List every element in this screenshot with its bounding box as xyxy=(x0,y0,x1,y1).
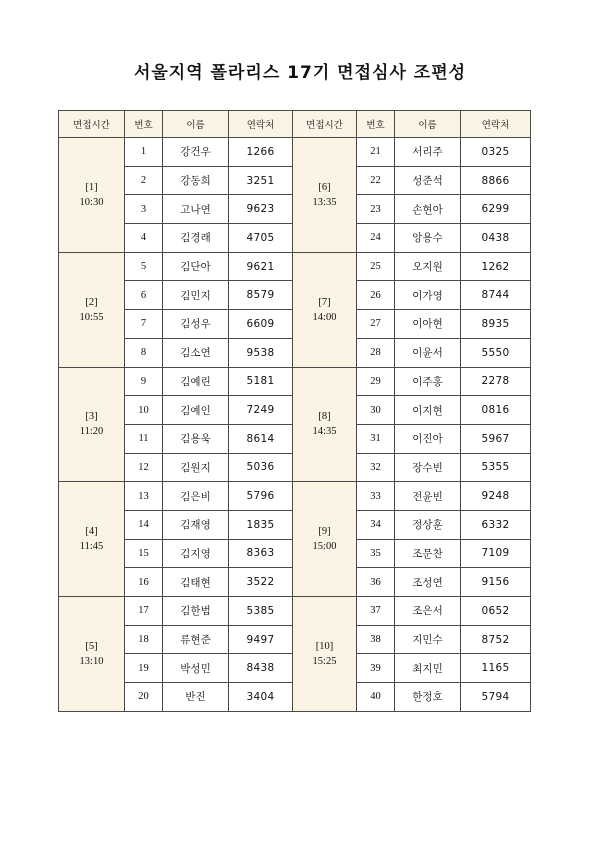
name-cell: 김지영 xyxy=(163,539,229,568)
number-cell: 1 xyxy=(125,138,163,167)
slot-time: 14:00 xyxy=(312,311,337,323)
slot-time: 10:30 xyxy=(79,196,104,208)
number-cell: 8 xyxy=(125,338,163,367)
interview-time-cell xyxy=(293,252,357,367)
number-cell: 19 xyxy=(125,654,163,683)
number-cell: 7 xyxy=(125,310,163,339)
name-cell: 김경래 xyxy=(163,224,229,253)
contact-cell: 8363 xyxy=(229,539,293,568)
slot-label: [8] xyxy=(318,411,331,423)
name-cell: 반진 xyxy=(163,683,229,712)
number-cell: 13 xyxy=(125,482,163,511)
interview-time-cell xyxy=(59,252,125,367)
header-cell: 이름 xyxy=(163,111,229,138)
number-cell: 22 xyxy=(357,166,395,195)
name-cell: 손현아 xyxy=(395,195,461,224)
interview-time-cell xyxy=(59,597,125,712)
name-cell: 성준석 xyxy=(395,166,461,195)
number-cell: 23 xyxy=(357,195,395,224)
interview-time-cell xyxy=(293,482,357,597)
name-cell: 김예인 xyxy=(163,396,229,425)
number-cell: 27 xyxy=(357,310,395,339)
number-cell: 29 xyxy=(357,367,395,396)
contact-cell: 8744 xyxy=(461,281,531,310)
number-cell: 30 xyxy=(357,396,395,425)
header-cell: 이름 xyxy=(395,111,461,138)
name-cell: 이진아 xyxy=(395,424,461,453)
number-cell: 4 xyxy=(125,224,163,253)
number-cell: 6 xyxy=(125,281,163,310)
number-cell: 39 xyxy=(357,654,395,683)
page-title: 서울지역 폴라리스 17기 면접심사 조편성 xyxy=(133,63,467,83)
contact-cell: 5967 xyxy=(461,424,531,453)
contact-cell: 9538 xyxy=(229,338,293,367)
name-cell: 김용욱 xyxy=(163,424,229,453)
contact-cell: 9621 xyxy=(229,252,293,281)
contact-cell: 0652 xyxy=(461,597,531,626)
slot-label: [7] xyxy=(318,296,331,308)
interview-roster-table xyxy=(58,110,531,712)
name-cell: 조은서 xyxy=(395,597,461,626)
interview-time-cell xyxy=(293,367,357,482)
number-cell: 40 xyxy=(357,683,395,712)
name-cell: 앙용수 xyxy=(395,224,461,253)
header-cell: 번호 xyxy=(125,111,163,138)
name-cell: 지민수 xyxy=(395,625,461,654)
name-cell: 강건우 xyxy=(163,138,229,167)
number-cell: 16 xyxy=(125,568,163,597)
slot-time: 13:35 xyxy=(312,196,337,208)
number-cell: 10 xyxy=(125,396,163,425)
contact-cell: 1266 xyxy=(229,138,293,167)
contact-cell: 7249 xyxy=(229,396,293,425)
name-cell: 이지현 xyxy=(395,396,461,425)
header-row xyxy=(59,111,531,138)
name-cell: 고나연 xyxy=(163,195,229,224)
name-cell: 이아현 xyxy=(395,310,461,339)
contact-cell: 9248 xyxy=(461,482,531,511)
number-cell: 25 xyxy=(357,252,395,281)
name-cell: 최지민 xyxy=(395,654,461,683)
contact-cell: 8935 xyxy=(461,310,531,339)
contact-cell: 0438 xyxy=(461,224,531,253)
name-cell: 김성우 xyxy=(163,310,229,339)
number-cell: 24 xyxy=(357,224,395,253)
number-cell: 33 xyxy=(357,482,395,511)
name-cell: 김민지 xyxy=(163,281,229,310)
interview-time-cell xyxy=(59,138,125,253)
contact-cell: 3404 xyxy=(229,683,293,712)
contact-cell: 9497 xyxy=(229,625,293,654)
slot-label: [10] xyxy=(315,640,334,652)
header-cell: 연락처 xyxy=(461,111,531,138)
name-cell: 강동희 xyxy=(163,166,229,195)
contact-cell: 1262 xyxy=(461,252,531,281)
name-cell: 이주홍 xyxy=(395,367,461,396)
name-cell: 김단아 xyxy=(163,252,229,281)
name-cell: 장수빈 xyxy=(395,453,461,482)
number-cell: 20 xyxy=(125,683,163,712)
name-cell: 조문찬 xyxy=(395,539,461,568)
contact-cell: 5550 xyxy=(461,338,531,367)
contact-cell: 5355 xyxy=(461,453,531,482)
table-row xyxy=(59,252,531,281)
number-cell: 17 xyxy=(125,597,163,626)
slot-label: [5] xyxy=(85,640,98,652)
name-cell: 오지원 xyxy=(395,252,461,281)
contact-cell: 4705 xyxy=(229,224,293,253)
interview-time-cell xyxy=(59,367,125,482)
name-cell: 서리주 xyxy=(395,138,461,167)
slot-label: [9] xyxy=(318,526,331,538)
contact-cell: 9156 xyxy=(461,568,531,597)
contact-cell: 6299 xyxy=(461,195,531,224)
roster-body xyxy=(59,138,531,712)
table-row xyxy=(59,482,531,511)
name-cell: 이가영 xyxy=(395,281,461,310)
number-cell: 36 xyxy=(357,568,395,597)
slot-time: 11:20 xyxy=(79,426,104,438)
contact-cell: 3522 xyxy=(229,568,293,597)
slot-time: 13:10 xyxy=(79,655,104,667)
contact-cell: 5036 xyxy=(229,453,293,482)
slot-time: 14:35 xyxy=(312,426,337,438)
number-cell: 34 xyxy=(357,510,395,539)
contact-cell: 6609 xyxy=(229,310,293,339)
number-cell: 5 xyxy=(125,252,163,281)
name-cell: 류현준 xyxy=(163,625,229,654)
number-cell: 21 xyxy=(357,138,395,167)
interview-time-cell xyxy=(59,482,125,597)
contact-cell: 5794 xyxy=(461,683,531,712)
number-cell: 26 xyxy=(357,281,395,310)
header-cell: 연락처 xyxy=(229,111,293,138)
name-cell: 이윤서 xyxy=(395,338,461,367)
contact-cell: 7109 xyxy=(461,539,531,568)
slot-label: [4] xyxy=(85,526,98,538)
slot-time: 11:45 xyxy=(79,541,104,553)
slot-label: [6] xyxy=(318,181,331,193)
name-cell: 김소연 xyxy=(163,338,229,367)
slot-label: [3] xyxy=(85,411,98,423)
number-cell: 9 xyxy=(125,367,163,396)
name-cell: 한정호 xyxy=(395,683,461,712)
contact-cell: 1165 xyxy=(461,654,531,683)
interview-time-cell xyxy=(293,597,357,712)
contact-cell: 8579 xyxy=(229,281,293,310)
name-cell: 김한범 xyxy=(163,597,229,626)
contact-cell: 8614 xyxy=(229,424,293,453)
number-cell: 28 xyxy=(357,338,395,367)
interview-time-cell xyxy=(293,138,357,253)
contact-cell: 9623 xyxy=(229,195,293,224)
number-cell: 31 xyxy=(357,424,395,453)
number-cell: 3 xyxy=(125,195,163,224)
contact-cell: 5385 xyxy=(229,597,293,626)
contact-cell: 3251 xyxy=(229,166,293,195)
number-cell: 38 xyxy=(357,625,395,654)
table-row xyxy=(59,138,531,167)
number-cell: 37 xyxy=(357,597,395,626)
header-cell: 면접시간 xyxy=(293,111,357,138)
slot-time: 15:25 xyxy=(312,655,337,667)
contact-cell: 8438 xyxy=(229,654,293,683)
contact-cell: 0816 xyxy=(461,396,531,425)
table-row xyxy=(59,597,531,626)
name-cell: 김은비 xyxy=(163,482,229,511)
slot-time: 15:00 xyxy=(312,541,337,553)
number-cell: 2 xyxy=(125,166,163,195)
name-cell: 김예린 xyxy=(163,367,229,396)
number-cell: 12 xyxy=(125,453,163,482)
contact-cell: 0325 xyxy=(461,138,531,167)
contact-cell: 8752 xyxy=(461,625,531,654)
contact-cell: 8866 xyxy=(461,166,531,195)
number-cell: 18 xyxy=(125,625,163,654)
name-cell: 김재영 xyxy=(163,510,229,539)
table-row xyxy=(59,367,531,396)
contact-cell: 5181 xyxy=(229,367,293,396)
slot-time: 10:55 xyxy=(79,311,104,323)
number-cell: 14 xyxy=(125,510,163,539)
number-cell: 32 xyxy=(357,453,395,482)
slot-label: [1] xyxy=(85,181,98,193)
name-cell: 박성민 xyxy=(163,654,229,683)
number-cell: 15 xyxy=(125,539,163,568)
contact-cell: 1835 xyxy=(229,510,293,539)
name-cell: 전윤빈 xyxy=(395,482,461,511)
name-cell: 김원지 xyxy=(163,453,229,482)
name-cell: 김태현 xyxy=(163,568,229,597)
number-cell: 35 xyxy=(357,539,395,568)
number-cell: 11 xyxy=(125,424,163,453)
header-cell: 번호 xyxy=(357,111,395,138)
slot-label: [2] xyxy=(85,296,98,308)
name-cell: 조성연 xyxy=(395,568,461,597)
contact-cell: 6332 xyxy=(461,510,531,539)
name-cell: 정상훈 xyxy=(395,510,461,539)
contact-cell: 2278 xyxy=(461,367,531,396)
contact-cell: 5796 xyxy=(229,482,293,511)
header-cell: 면접시간 xyxy=(59,111,125,138)
